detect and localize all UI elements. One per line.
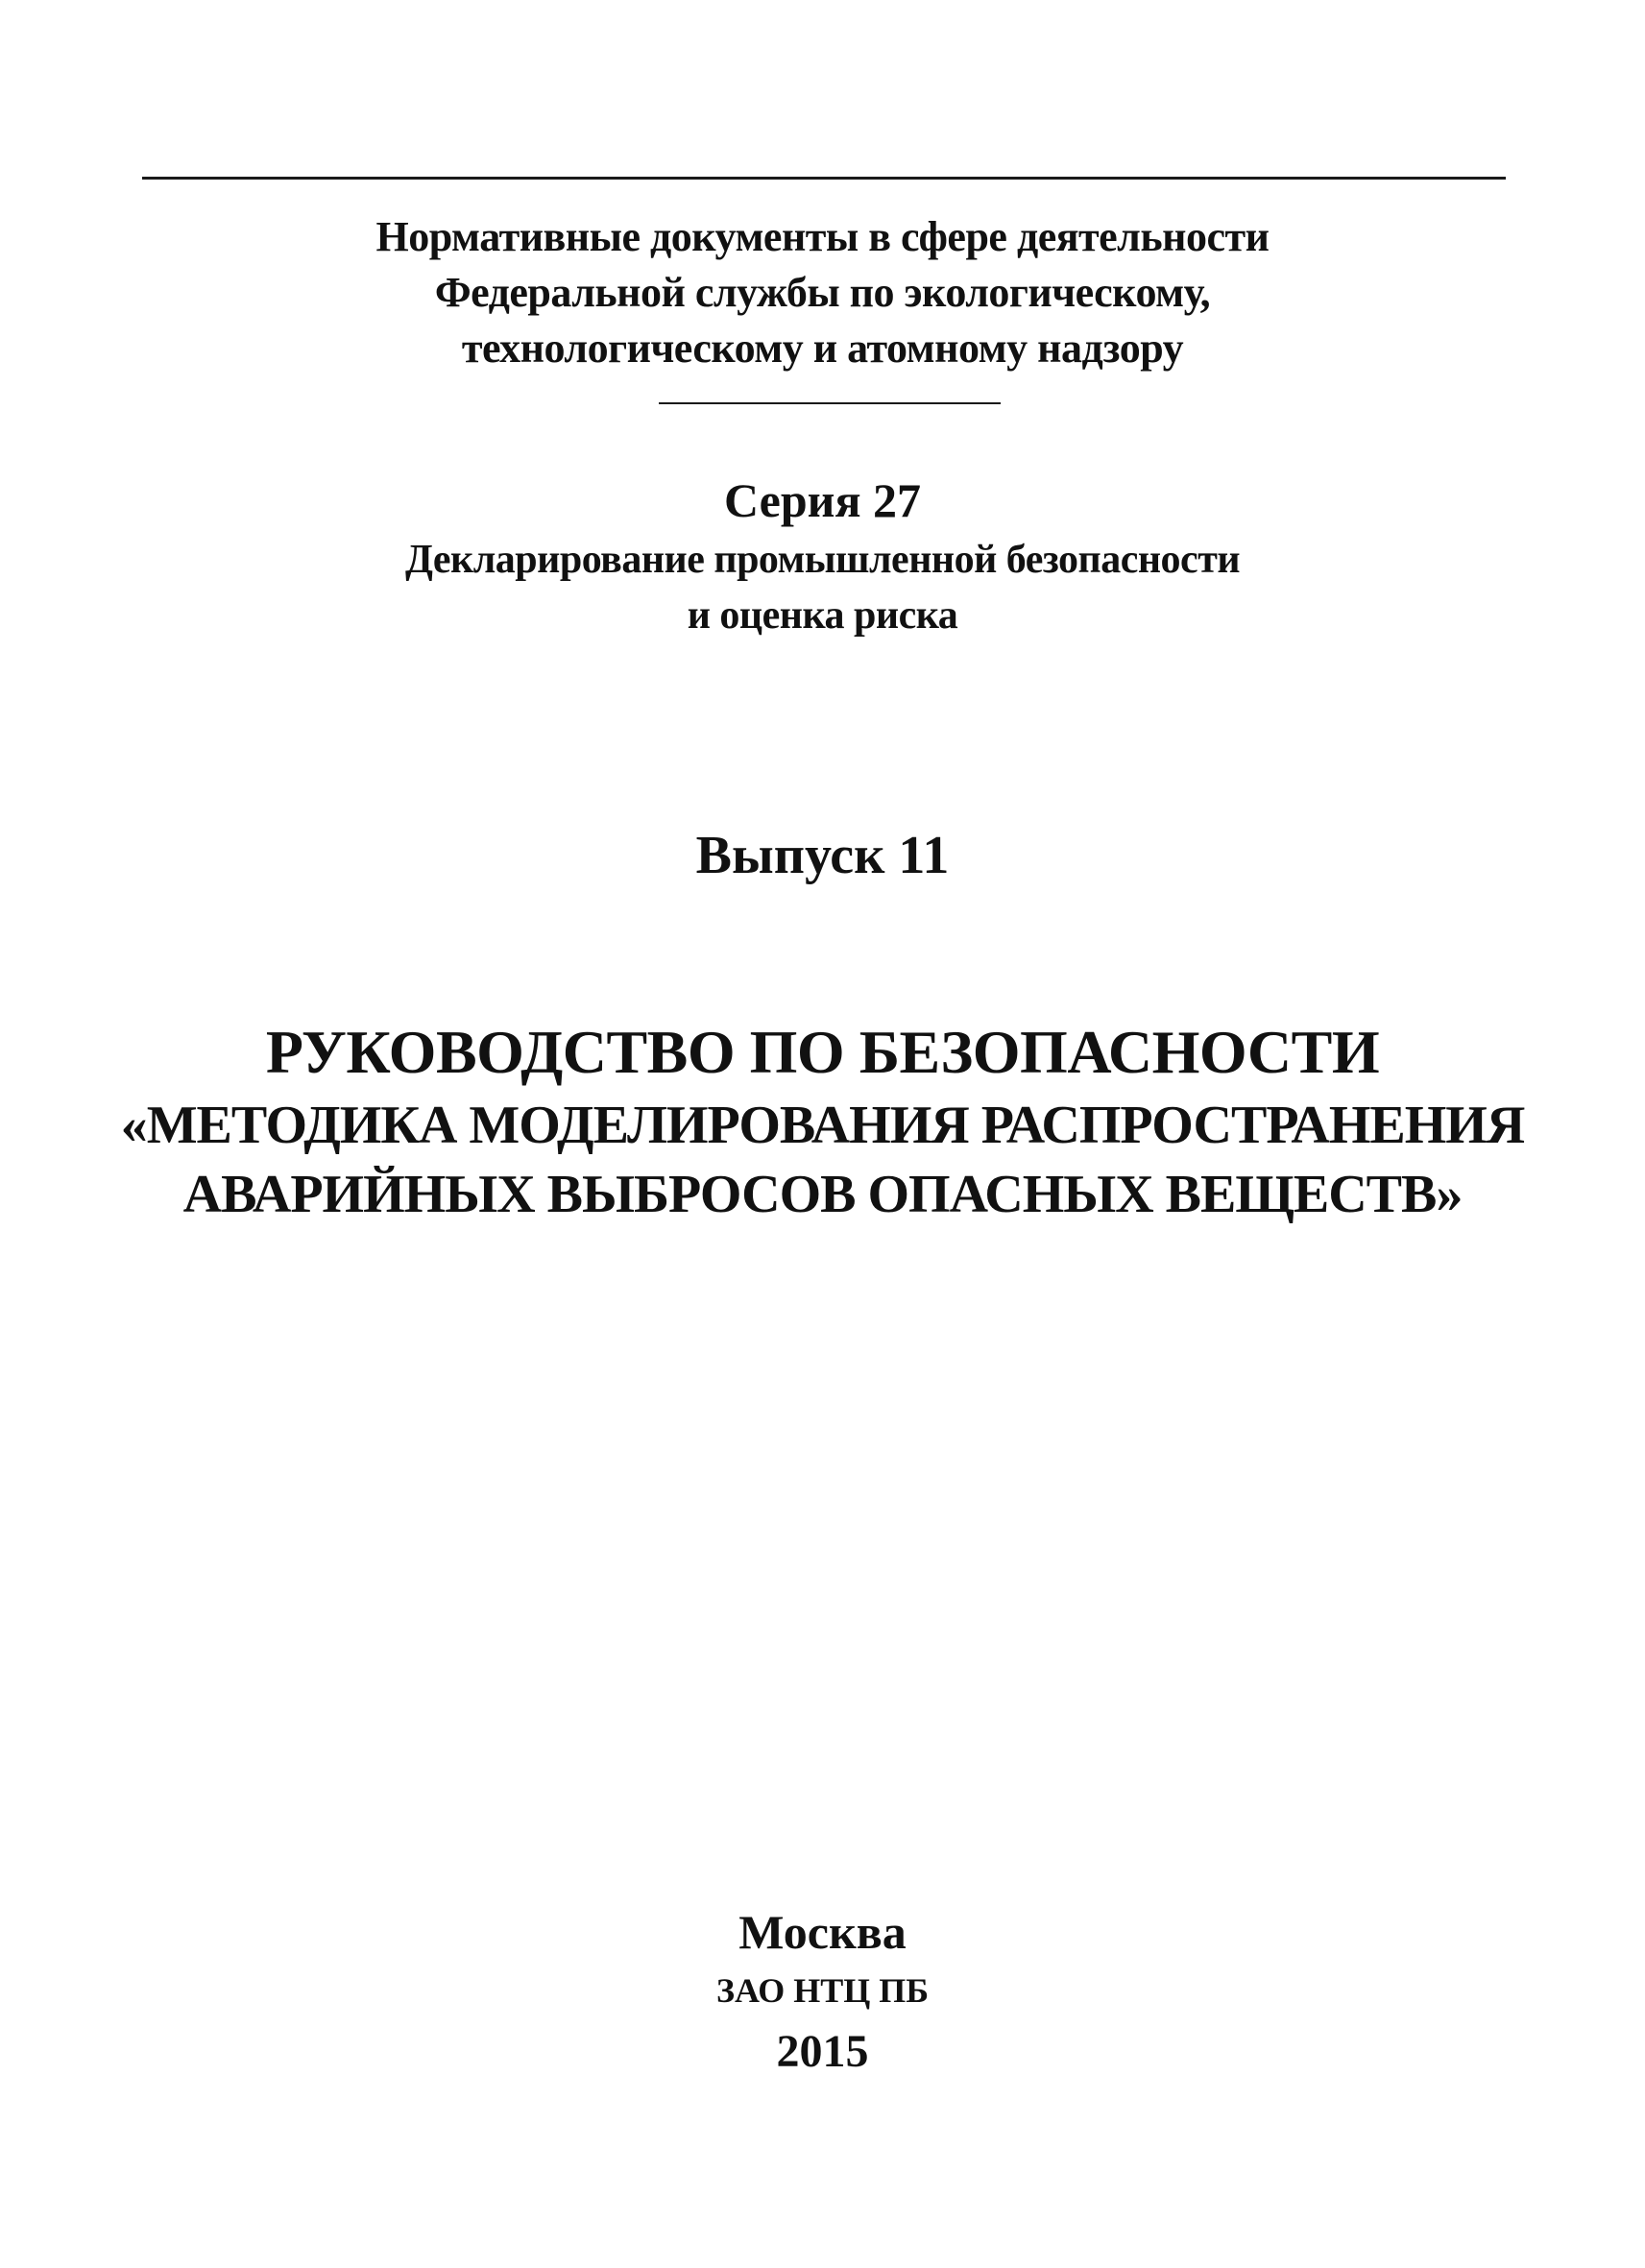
series-subtitle-line-2: и оценка риска [687,593,958,638]
document-title [0,1014,1645,1229]
top-divider [142,177,1506,180]
imprint-city: Москва [738,1905,907,1959]
authority-line-1: Нормативные документы в сфере деятельности [375,213,1270,260]
authority-line-2: Федеральной службы по экологическому, [434,269,1211,316]
imprint-year: 2015 [776,2026,869,2077]
imprint-publisher: ЗАО НТЦ ПБ [715,1971,930,2010]
series-block [0,469,1645,643]
series-title: Серия 27 [723,473,922,527]
series-subtitle-line-1: Декларирование промышленной безопасности [404,538,1241,582]
section-divider [659,402,1001,404]
imprint-block [0,1901,1645,2086]
issue-block [0,822,1645,889]
authority-heading [0,209,1645,376]
authority-line-3: технологическому и атомному надзору [461,325,1184,372]
issue-label: Выпуск 11 [695,826,950,885]
title-sub-line-1: «МЕТОДИКА МОДЕЛИРОВАНИЯ РАСПРОСТРАНЕНИЯ [120,1096,1525,1155]
title-main: РУКОВОДСТВО ПО БЕЗОПАСНОСТИ [265,1018,1380,1086]
title-sub-line-2: АВАРИЙНЫХ ВЫБРОСОВ ОПАСНЫХ ВЕЩЕСТВ» [182,1165,1463,1224]
